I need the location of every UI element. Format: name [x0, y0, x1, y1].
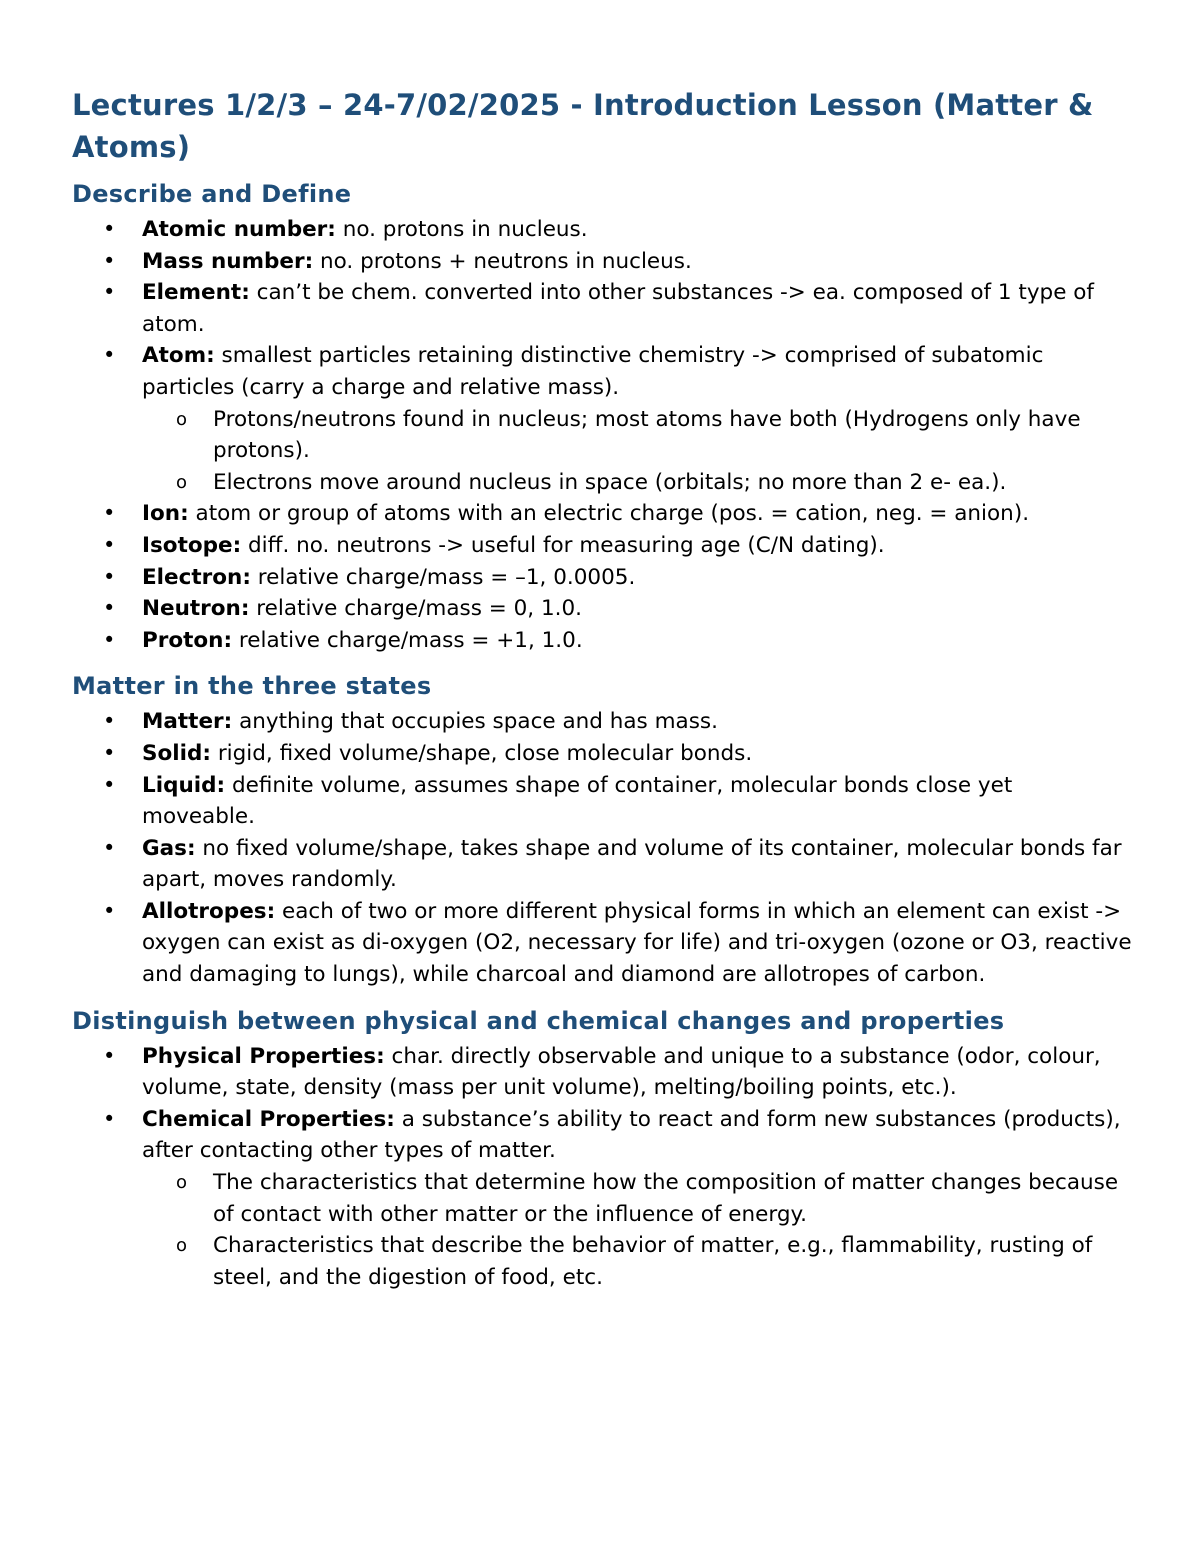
bullet-icon: •	[103, 898, 116, 923]
sub-list-item	[142, 467, 1132, 499]
list-item	[72, 625, 1132, 657]
sub-item-text: Characteristics that describe the behavior of matter, e.g., flammability, rusting of steel, and the digestion of food, etc.	[213, 1233, 1093, 1290]
term: Isotope:	[142, 532, 242, 558]
term: Neutron:	[142, 596, 250, 622]
list-item	[72, 706, 1132, 738]
sub-list-item	[142, 1230, 1132, 1293]
bullet-icon: •	[103, 596, 116, 621]
term: Proton:	[142, 627, 233, 653]
sub-bullet-icon: o	[176, 471, 188, 493]
list-item	[72, 738, 1132, 770]
term: Atom:	[142, 343, 215, 369]
definition: no. protons in nucleus.	[335, 217, 588, 242]
list-item	[72, 896, 1132, 991]
sub-item-text: The characteristics that determine how the composition of matter changes because of contact with other matter or the influence of energy.	[213, 1170, 1119, 1227]
list-item	[72, 770, 1132, 833]
page-title: Lectures 1/2/3 – 24-7/02/2025 - Introduction Lesson (Matter & Atoms)	[72, 88, 1094, 164]
sub-list-item	[142, 1167, 1132, 1230]
bullet-icon: •	[103, 627, 116, 652]
list-item	[72, 593, 1132, 625]
definition: smallest particles retaining distinctive chemistry -> comprised of subatomic particles (carry a charge and relative mass).	[142, 343, 1044, 400]
definition: char. directly observable and unique to a substance (odor, colour, volume, state, density (mass per unit volume), melting/boiling points, etc.).	[142, 1043, 1101, 1101]
list-item	[72, 833, 1132, 896]
list-item	[72, 246, 1132, 278]
document-page	[72, 84, 1132, 1293]
bullet-icon: •	[103, 740, 116, 765]
section-heading-physical-chemical: Distinguish between physical and chemical changes and properties	[72, 1006, 1005, 1035]
definition: relative charge/mass = –1, 0.0005.	[250, 564, 636, 590]
term: Mass number:	[142, 248, 314, 274]
bullet-icon: •	[103, 217, 116, 241]
term: Element:	[142, 280, 250, 306]
sub-list	[142, 1167, 1132, 1293]
term: Physical Properties:	[142, 1043, 385, 1069]
sub-item-text: Electrons move around nucleus in space (orbitals; no more than 2 e- ea.).	[213, 469, 1007, 495]
definition: relative charge/mass = 0, 1.0.	[249, 596, 582, 622]
definition-list	[72, 1041, 1132, 1294]
list-item	[72, 530, 1132, 562]
section-heading-describe-define: Describe and Define	[72, 180, 352, 208]
bullet-icon: •	[103, 280, 116, 305]
term: Liquid:	[142, 772, 226, 798]
sub-list-item	[142, 404, 1132, 467]
term: Solid:	[142, 740, 211, 766]
bullet-icon: •	[103, 532, 116, 557]
sub-bullet-icon: o	[176, 408, 188, 430]
bullet-icon: •	[103, 709, 116, 734]
definition: relative charge/mass = +1, 1.0.	[232, 627, 583, 653]
bullet-icon: •	[103, 1043, 116, 1068]
definition: can’t be chem. converted into other substances -> ea. composed of 1 type of atom.	[142, 280, 1094, 337]
bullet-icon: •	[103, 501, 116, 526]
term: Atomic number:	[142, 217, 336, 242]
definition: anything that occupies space and has mass.	[232, 709, 718, 735]
definition: diff. no. neutrons -> useful for measuring age (C/N dating).	[241, 532, 885, 558]
bullet-icon: •	[103, 1106, 116, 1131]
bullet-icon: •	[103, 343, 116, 368]
list-item	[72, 562, 1132, 594]
term: Chemical Properties:	[142, 1106, 395, 1132]
bullet-icon: •	[103, 248, 116, 273]
term: Gas:	[142, 835, 196, 861]
list-item	[72, 1041, 1132, 1104]
definition-list	[72, 214, 1132, 656]
definition: each of two or more different physical forms in which an element can exist -> oxygen can exist as di-oxygen (O2, necessary for life) and tri-oxygen (ozone or O3, reactive and damaging to lungs), while charcoal and diamond are allotropes of carbon.	[142, 898, 1132, 988]
definition: atom or group of atoms with an electric charge (pos. = cation, neg. = anion).	[188, 501, 1030, 527]
definition: rigid, fixed volume/shape, close molecular bonds.	[210, 740, 753, 766]
definition: no fixed volume/shape, takes shape and volume of its container, molecular bonds far apart, moves randomly.	[142, 835, 1122, 893]
sub-item-text: Protons/neutrons found in nucleus; most atoms have both (Hydrogens only have protons).	[213, 406, 1081, 464]
list-item	[72, 214, 1132, 246]
sub-list	[142, 404, 1132, 499]
definition: no. protons + neutrons in nucleus.	[313, 248, 692, 274]
section-heading-matter-states: Matter in the three states	[72, 672, 432, 701]
term: Ion:	[142, 501, 189, 527]
list-item	[72, 340, 1132, 498]
definition: definite volume, assumes shape of container, molecular bonds close yet moveable.	[142, 772, 1013, 830]
term: Matter:	[142, 709, 233, 735]
list-item	[72, 277, 1132, 340]
term: Allotropes:	[142, 898, 276, 924]
definition-list	[72, 706, 1132, 990]
bullet-icon: •	[103, 835, 116, 860]
list-item	[72, 1104, 1132, 1294]
definition: a substance’s ability to react and form new substances (products), after contacting other types of matter.	[142, 1106, 1121, 1164]
bullet-icon: •	[103, 564, 116, 589]
sub-bullet-icon: o	[176, 1172, 188, 1194]
bullet-icon: •	[103, 772, 116, 797]
list-item	[72, 498, 1132, 530]
term: Electron:	[142, 564, 251, 590]
sub-bullet-icon: o	[176, 1235, 188, 1257]
